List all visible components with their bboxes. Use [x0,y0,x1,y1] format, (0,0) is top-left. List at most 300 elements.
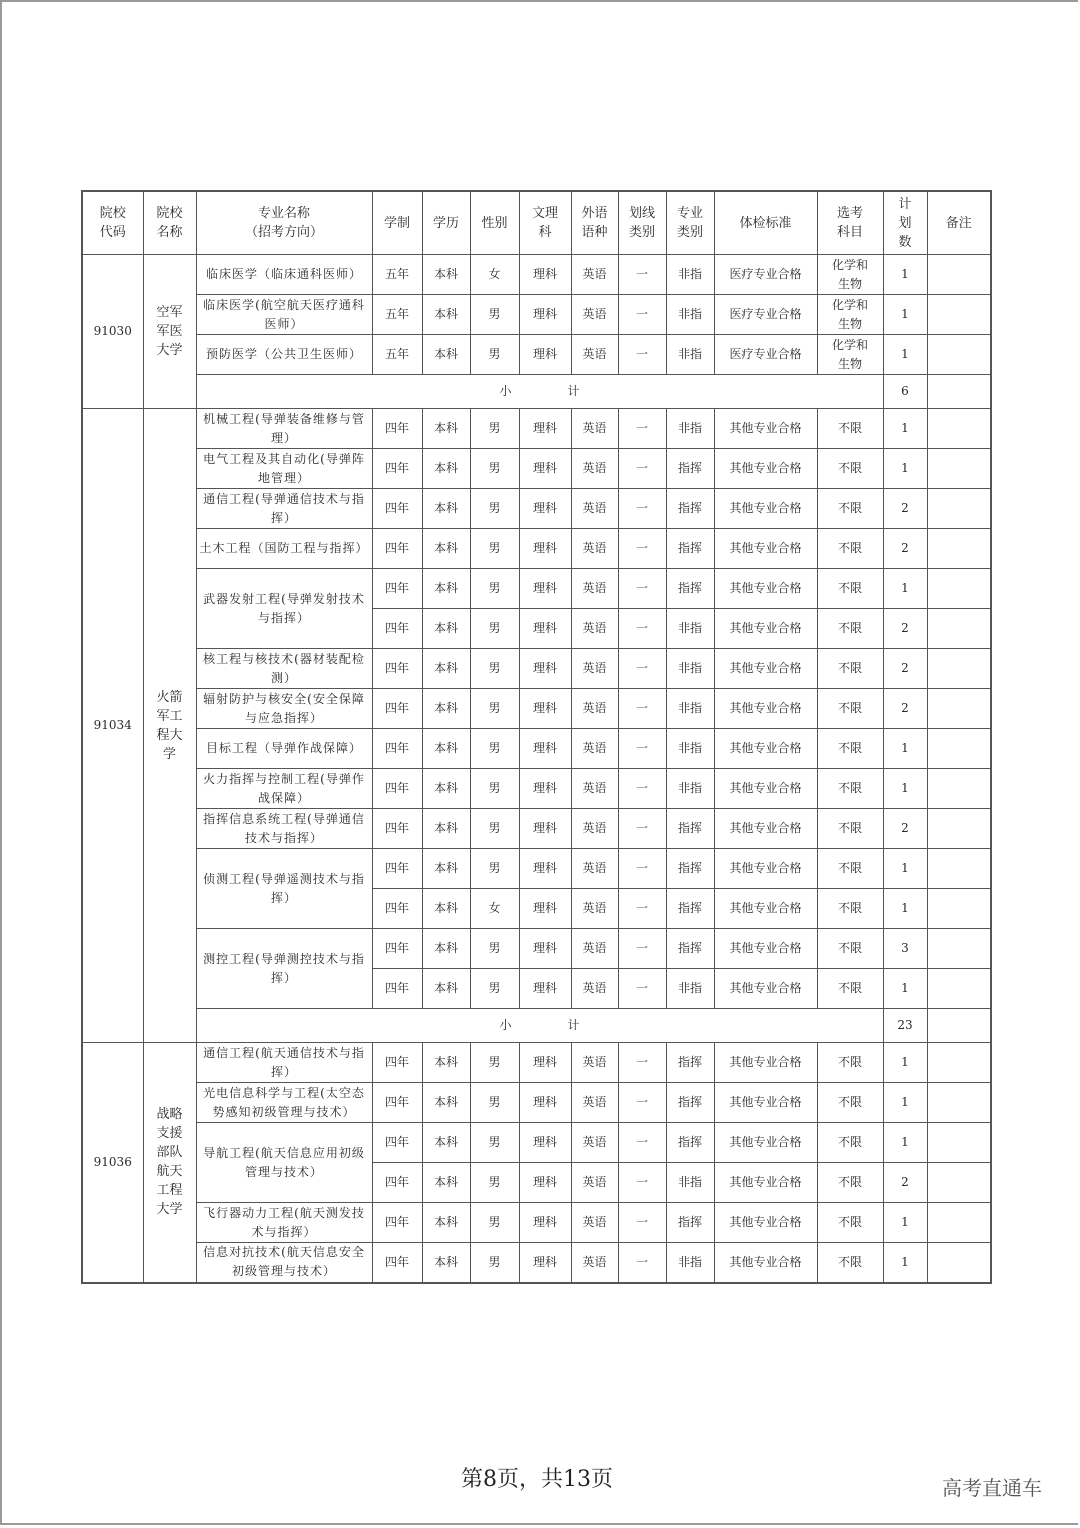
school-name-cell: 火箭军工程大学 [143,409,196,1043]
major-type-cell: 非指 [666,769,714,809]
major-name-cell: 预防医学（公共卫生医师） [196,335,372,375]
physical-standard-cell: 其他专业合格 [714,729,817,769]
degree-cell: 本科 [422,769,470,809]
duration-cell: 四年 [372,489,422,529]
elective-subjects-cell: 不限 [817,769,883,809]
track-cell: 理科 [519,295,571,335]
plan-count-cell: 2 [883,609,927,649]
language-cell: 英语 [571,929,618,969]
major-type-cell: 指挥 [666,929,714,969]
note-cell [927,1243,991,1283]
table-row [82,295,991,335]
language-cell: 英语 [571,1123,618,1163]
major-type-cell: 指挥 [666,1203,714,1243]
note-cell [927,1163,991,1203]
major-name-cell: 武器发射工程(导弹发射技术与指挥） [196,569,372,649]
gender-cell: 男 [470,649,519,689]
duration-cell: 四年 [372,929,422,969]
gender-cell: 男 [470,295,519,335]
language-cell: 英语 [571,255,618,295]
column-header: 体检标准 [714,191,817,255]
line-category-cell: 一 [618,929,666,969]
note-cell [927,849,991,889]
line-category-cell: 一 [618,255,666,295]
table-row [82,489,991,529]
track-cell: 理科 [519,1123,571,1163]
track-cell: 理科 [519,449,571,489]
column-header: 院校 代码 [82,191,143,255]
plan-count-cell: 1 [883,769,927,809]
major-type-cell: 指挥 [666,1083,714,1123]
physical-standard-cell: 其他专业合格 [714,449,817,489]
table-row [82,689,991,729]
language-cell: 英语 [571,689,618,729]
table-row [82,335,991,375]
table-row [82,409,991,449]
column-header: 备注 [927,191,991,255]
elective-subjects-cell: 不限 [817,729,883,769]
table-row [82,1243,991,1283]
physical-standard-cell: 其他专业合格 [714,809,817,849]
degree-cell: 本科 [422,489,470,529]
line-category-cell: 一 [618,1163,666,1203]
plan-count-cell: 1 [883,1123,927,1163]
note-cell [927,409,991,449]
elective-subjects-cell: 不限 [817,1083,883,1123]
plan-count-cell: 1 [883,295,927,335]
school-code-cell: 91034 [82,409,143,1043]
degree-cell: 本科 [422,729,470,769]
physical-standard-cell: 其他专业合格 [714,1163,817,1203]
elective-subjects-cell: 不限 [817,529,883,569]
physical-standard-cell: 医疗专业合格 [714,255,817,295]
elective-subjects-cell: 不限 [817,1123,883,1163]
degree-cell: 本科 [422,809,470,849]
duration-cell: 四年 [372,849,422,889]
table-row [82,729,991,769]
language-cell: 英语 [571,409,618,449]
subtotal-note-cell [927,375,991,409]
table-row [82,1083,991,1123]
track-cell: 理科 [519,929,571,969]
major-type-cell: 指挥 [666,889,714,929]
line-category-cell: 一 [618,529,666,569]
degree-cell: 本科 [422,449,470,489]
column-header: 专业 类别 [666,191,714,255]
plan-count-cell: 1 [883,1203,927,1243]
physical-standard-cell: 其他专业合格 [714,849,817,889]
note-cell [927,255,991,295]
degree-cell: 本科 [422,409,470,449]
physical-standard-cell: 其他专业合格 [714,969,817,1009]
table-row [82,649,991,689]
plan-count-cell: 1 [883,1043,927,1083]
language-cell: 英语 [571,1203,618,1243]
table-row [82,449,991,489]
elective-subjects-cell: 不限 [817,449,883,489]
note-cell [927,729,991,769]
major-type-cell: 非指 [666,969,714,1009]
language-cell: 英语 [571,809,618,849]
major-name-cell: 信息对抗技术(航天信息安全初级管理与技术） [196,1243,372,1283]
plan-count-cell: 3 [883,929,927,969]
degree-cell: 本科 [422,1203,470,1243]
track-cell: 理科 [519,729,571,769]
major-name-cell: 核工程与核技术(器材装配检测） [196,649,372,689]
gender-cell: 男 [470,489,519,529]
major-type-cell: 非指 [666,609,714,649]
degree-cell: 本科 [422,1083,470,1123]
physical-standard-cell: 其他专业合格 [714,1083,817,1123]
physical-standard-cell: 医疗专业合格 [714,295,817,335]
elective-subjects-cell: 不限 [817,1163,883,1203]
column-header: 外语 语种 [571,191,618,255]
column-header: 院校 名称 [143,191,196,255]
degree-cell: 本科 [422,609,470,649]
gender-cell: 男 [470,335,519,375]
gender-cell: 男 [470,529,519,569]
gender-cell: 男 [470,569,519,609]
degree-cell: 本科 [422,529,470,569]
note-cell [927,969,991,1009]
physical-standard-cell: 其他专业合格 [714,769,817,809]
degree-cell: 本科 [422,689,470,729]
elective-subjects-cell: 不限 [817,649,883,689]
physical-standard-cell: 其他专业合格 [714,649,817,689]
track-cell: 理科 [519,409,571,449]
duration-cell: 五年 [372,255,422,295]
track-cell: 理科 [519,609,571,649]
major-name-cell: 飞行器动力工程(航天测发技术与指挥） [196,1203,372,1243]
language-cell: 英语 [571,609,618,649]
elective-subjects-cell: 不限 [817,889,883,929]
elective-subjects-cell: 不限 [817,969,883,1009]
track-cell: 理科 [519,769,571,809]
duration-cell: 四年 [372,729,422,769]
gender-cell: 男 [470,609,519,649]
plan-count-cell: 2 [883,689,927,729]
gender-cell: 女 [470,255,519,295]
plan-count-cell: 1 [883,729,927,769]
language-cell: 英语 [571,1043,618,1083]
track-cell: 理科 [519,689,571,729]
line-category-cell: 一 [618,489,666,529]
major-name-cell: 火力指挥与控制工程(导弹作战保障） [196,769,372,809]
table-row [82,929,991,969]
gender-cell: 男 [470,849,519,889]
gender-cell: 男 [470,929,519,969]
plan-count-cell: 1 [883,409,927,449]
elective-subjects-cell: 化学和生物 [817,255,883,295]
major-name-cell: 通信工程(导弹通信技术与指挥） [196,489,372,529]
plan-count-cell: 2 [883,529,927,569]
subtotal-note-cell [927,1009,991,1043]
major-type-cell: 指挥 [666,1123,714,1163]
note-cell [927,649,991,689]
physical-standard-cell: 其他专业合格 [714,1123,817,1163]
gender-cell: 男 [470,969,519,1009]
major-name-cell: 侦测工程(导弹遥测技术与指挥） [196,849,372,929]
table-row [82,529,991,569]
plan-count-cell: 1 [883,335,927,375]
line-category-cell: 一 [618,1243,666,1283]
degree-cell: 本科 [422,849,470,889]
elective-subjects-cell: 不限 [817,1203,883,1243]
gender-cell: 男 [470,1163,519,1203]
language-cell: 英语 [571,335,618,375]
duration-cell: 四年 [372,1243,422,1283]
line-category-cell: 一 [618,295,666,335]
major-name-cell: 临床医学（临床通科医师） [196,255,372,295]
line-category-cell: 一 [618,1203,666,1243]
language-cell: 英语 [571,1243,618,1283]
major-type-cell: 非指 [666,729,714,769]
note-cell [927,529,991,569]
physical-standard-cell: 其他专业合格 [714,889,817,929]
major-type-cell: 指挥 [666,489,714,529]
plan-count-cell: 2 [883,809,927,849]
line-category-cell: 一 [618,1043,666,1083]
degree-cell: 本科 [422,1043,470,1083]
major-type-cell: 指挥 [666,449,714,489]
column-header: 选考 科目 [817,191,883,255]
note-cell [927,1123,991,1163]
subtotal-row [82,1009,991,1043]
duration-cell: 四年 [372,649,422,689]
subtotal-value: 6 [883,375,927,409]
column-header: 划线 类别 [618,191,666,255]
language-cell: 英语 [571,449,618,489]
track-cell: 理科 [519,529,571,569]
elective-subjects-cell: 不限 [817,809,883,849]
line-category-cell: 一 [618,649,666,689]
table-row [82,255,991,295]
track-cell: 理科 [519,335,571,375]
table-body [82,255,991,1283]
subtotal-label: 小 计 [196,375,883,409]
plan-count-cell: 2 [883,1163,927,1203]
gender-cell: 男 [470,769,519,809]
duration-cell: 四年 [372,1043,422,1083]
note-cell [927,489,991,529]
school-code-cell: 91036 [82,1043,143,1283]
language-cell: 英语 [571,489,618,529]
track-cell: 理科 [519,809,571,849]
elective-subjects-cell: 不限 [817,929,883,969]
line-category-cell: 一 [618,729,666,769]
track-cell: 理科 [519,849,571,889]
track-cell: 理科 [519,569,571,609]
major-type-cell: 非指 [666,409,714,449]
physical-standard-cell: 其他专业合格 [714,689,817,729]
elective-subjects-cell: 不限 [817,569,883,609]
elective-subjects-cell: 不限 [817,489,883,529]
subtotal-label: 小 计 [196,1009,883,1043]
table-row [82,1203,991,1243]
physical-standard-cell: 其他专业合格 [714,529,817,569]
school-name-cell: 战略支援部队航天工程大学 [143,1043,196,1283]
physical-standard-cell: 其他专业合格 [714,1043,817,1083]
note-cell [927,1043,991,1083]
physical-standard-cell: 医疗专业合格 [714,335,817,375]
track-cell: 理科 [519,489,571,529]
major-type-cell: 指挥 [666,529,714,569]
line-category-cell: 一 [618,889,666,929]
line-category-cell: 一 [618,609,666,649]
gender-cell: 男 [470,809,519,849]
duration-cell: 五年 [372,335,422,375]
degree-cell: 本科 [422,1243,470,1283]
subtotal-value: 23 [883,1009,927,1043]
duration-cell: 五年 [372,295,422,335]
gender-cell: 男 [470,1203,519,1243]
degree-cell: 本科 [422,649,470,689]
note-cell [927,569,991,609]
elective-subjects-cell: 不限 [817,409,883,449]
plan-count-cell: 1 [883,969,927,1009]
line-category-cell: 一 [618,769,666,809]
table-row [82,769,991,809]
note-cell [927,889,991,929]
table-row [82,569,991,609]
plan-count-cell: 1 [883,889,927,929]
major-type-cell: 非指 [666,255,714,295]
plan-count-cell: 1 [883,1083,927,1123]
physical-standard-cell: 其他专业合格 [714,409,817,449]
duration-cell: 四年 [372,569,422,609]
major-name-cell: 指挥信息系统工程(导弹通信技术与指挥） [196,809,372,849]
track-cell: 理科 [519,1043,571,1083]
table-row [82,809,991,849]
language-cell: 英语 [571,569,618,609]
language-cell: 英语 [571,295,618,335]
track-cell: 理科 [519,1083,571,1123]
major-name-cell: 机械工程(导弹装备维修与管理） [196,409,372,449]
school-name-cell: 空军军医大学 [143,255,196,409]
gender-cell: 男 [470,409,519,449]
elective-subjects-cell: 不限 [817,1243,883,1283]
note-cell [927,449,991,489]
table-row [82,1123,991,1163]
degree-cell: 本科 [422,1163,470,1203]
major-name-cell: 电气工程及其自动化(导弹阵地管理） [196,449,372,489]
physical-standard-cell: 其他专业合格 [714,1243,817,1283]
duration-cell: 四年 [372,1203,422,1243]
physical-standard-cell: 其他专业合格 [714,1203,817,1243]
note-cell [927,809,991,849]
gender-cell: 男 [470,1123,519,1163]
track-cell: 理科 [519,969,571,1009]
watermark-brand: 高考直通车 [942,1476,1042,1500]
gender-cell: 男 [470,729,519,769]
duration-cell: 四年 [372,1123,422,1163]
page-number: 第8页，共13页 [461,1467,613,1492]
gender-cell: 男 [470,1043,519,1083]
degree-cell: 本科 [422,1123,470,1163]
elective-subjects-cell: 化学和生物 [817,335,883,375]
note-cell [927,295,991,335]
elective-subjects-cell: 化学和生物 [817,295,883,335]
note-cell [927,1203,991,1243]
major-name-cell: 导航工程(航天信息应用初级管理与技术） [196,1123,372,1203]
physical-standard-cell: 其他专业合格 [714,489,817,529]
line-category-cell: 一 [618,409,666,449]
plan-count-cell: 1 [883,1243,927,1283]
duration-cell: 四年 [372,449,422,489]
track-cell: 理科 [519,255,571,295]
duration-cell: 四年 [372,409,422,449]
duration-cell: 四年 [372,769,422,809]
plan-count-cell: 2 [883,489,927,529]
physical-standard-cell: 其他专业合格 [714,929,817,969]
degree-cell: 本科 [422,255,470,295]
major-name-cell: 通信工程(航天通信技术与指挥） [196,1043,372,1083]
physical-standard-cell: 其他专业合格 [714,609,817,649]
school-code-cell: 91030 [82,255,143,409]
track-cell: 理科 [519,1163,571,1203]
column-header: 计 划 数 [883,191,927,255]
table-header [82,191,991,255]
major-type-cell: 非指 [666,689,714,729]
duration-cell: 四年 [372,529,422,569]
language-cell: 英语 [571,769,618,809]
line-category-cell: 一 [618,1123,666,1163]
elective-subjects-cell: 不限 [817,1043,883,1083]
degree-cell: 本科 [422,969,470,1009]
gender-cell: 男 [470,1243,519,1283]
duration-cell: 四年 [372,889,422,929]
elective-subjects-cell: 不限 [817,849,883,889]
major-name-cell: 测控工程(导弹测控技术与指挥） [196,929,372,1009]
language-cell: 英语 [571,849,618,889]
major-type-cell: 指挥 [666,569,714,609]
plan-count-cell: 2 [883,649,927,689]
column-header: 文理 科 [519,191,571,255]
enrollment-plan-table [81,190,992,1284]
column-header: 性别 [470,191,519,255]
gender-cell: 男 [470,449,519,489]
plan-count-cell: 1 [883,569,927,609]
table-row [82,849,991,889]
gender-cell: 男 [470,689,519,729]
track-cell: 理科 [519,889,571,929]
column-header: 学历 [422,191,470,255]
duration-cell: 四年 [372,1163,422,1203]
line-category-cell: 一 [618,335,666,375]
major-type-cell: 非指 [666,1243,714,1283]
physical-standard-cell: 其他专业合格 [714,569,817,609]
degree-cell: 本科 [422,335,470,375]
language-cell: 英语 [571,1083,618,1123]
line-category-cell: 一 [618,449,666,489]
degree-cell: 本科 [422,569,470,609]
major-type-cell: 非指 [666,335,714,375]
language-cell: 英语 [571,649,618,689]
language-cell: 英语 [571,1163,618,1203]
major-name-cell: 土木工程（国防工程与指挥） [196,529,372,569]
line-category-cell: 一 [618,969,666,1009]
major-name-cell: 辐射防护与核安全(安全保障与应急指挥） [196,689,372,729]
language-cell: 英语 [571,969,618,1009]
column-header: 专业名称 （招考方向） [196,191,372,255]
major-name-cell: 目标工程（导弹作战保障） [196,729,372,769]
gender-cell: 女 [470,889,519,929]
major-type-cell: 非指 [666,649,714,689]
plan-count-cell: 1 [883,255,927,295]
major-type-cell: 非指 [666,295,714,335]
duration-cell: 四年 [372,1083,422,1123]
line-category-cell: 一 [618,689,666,729]
